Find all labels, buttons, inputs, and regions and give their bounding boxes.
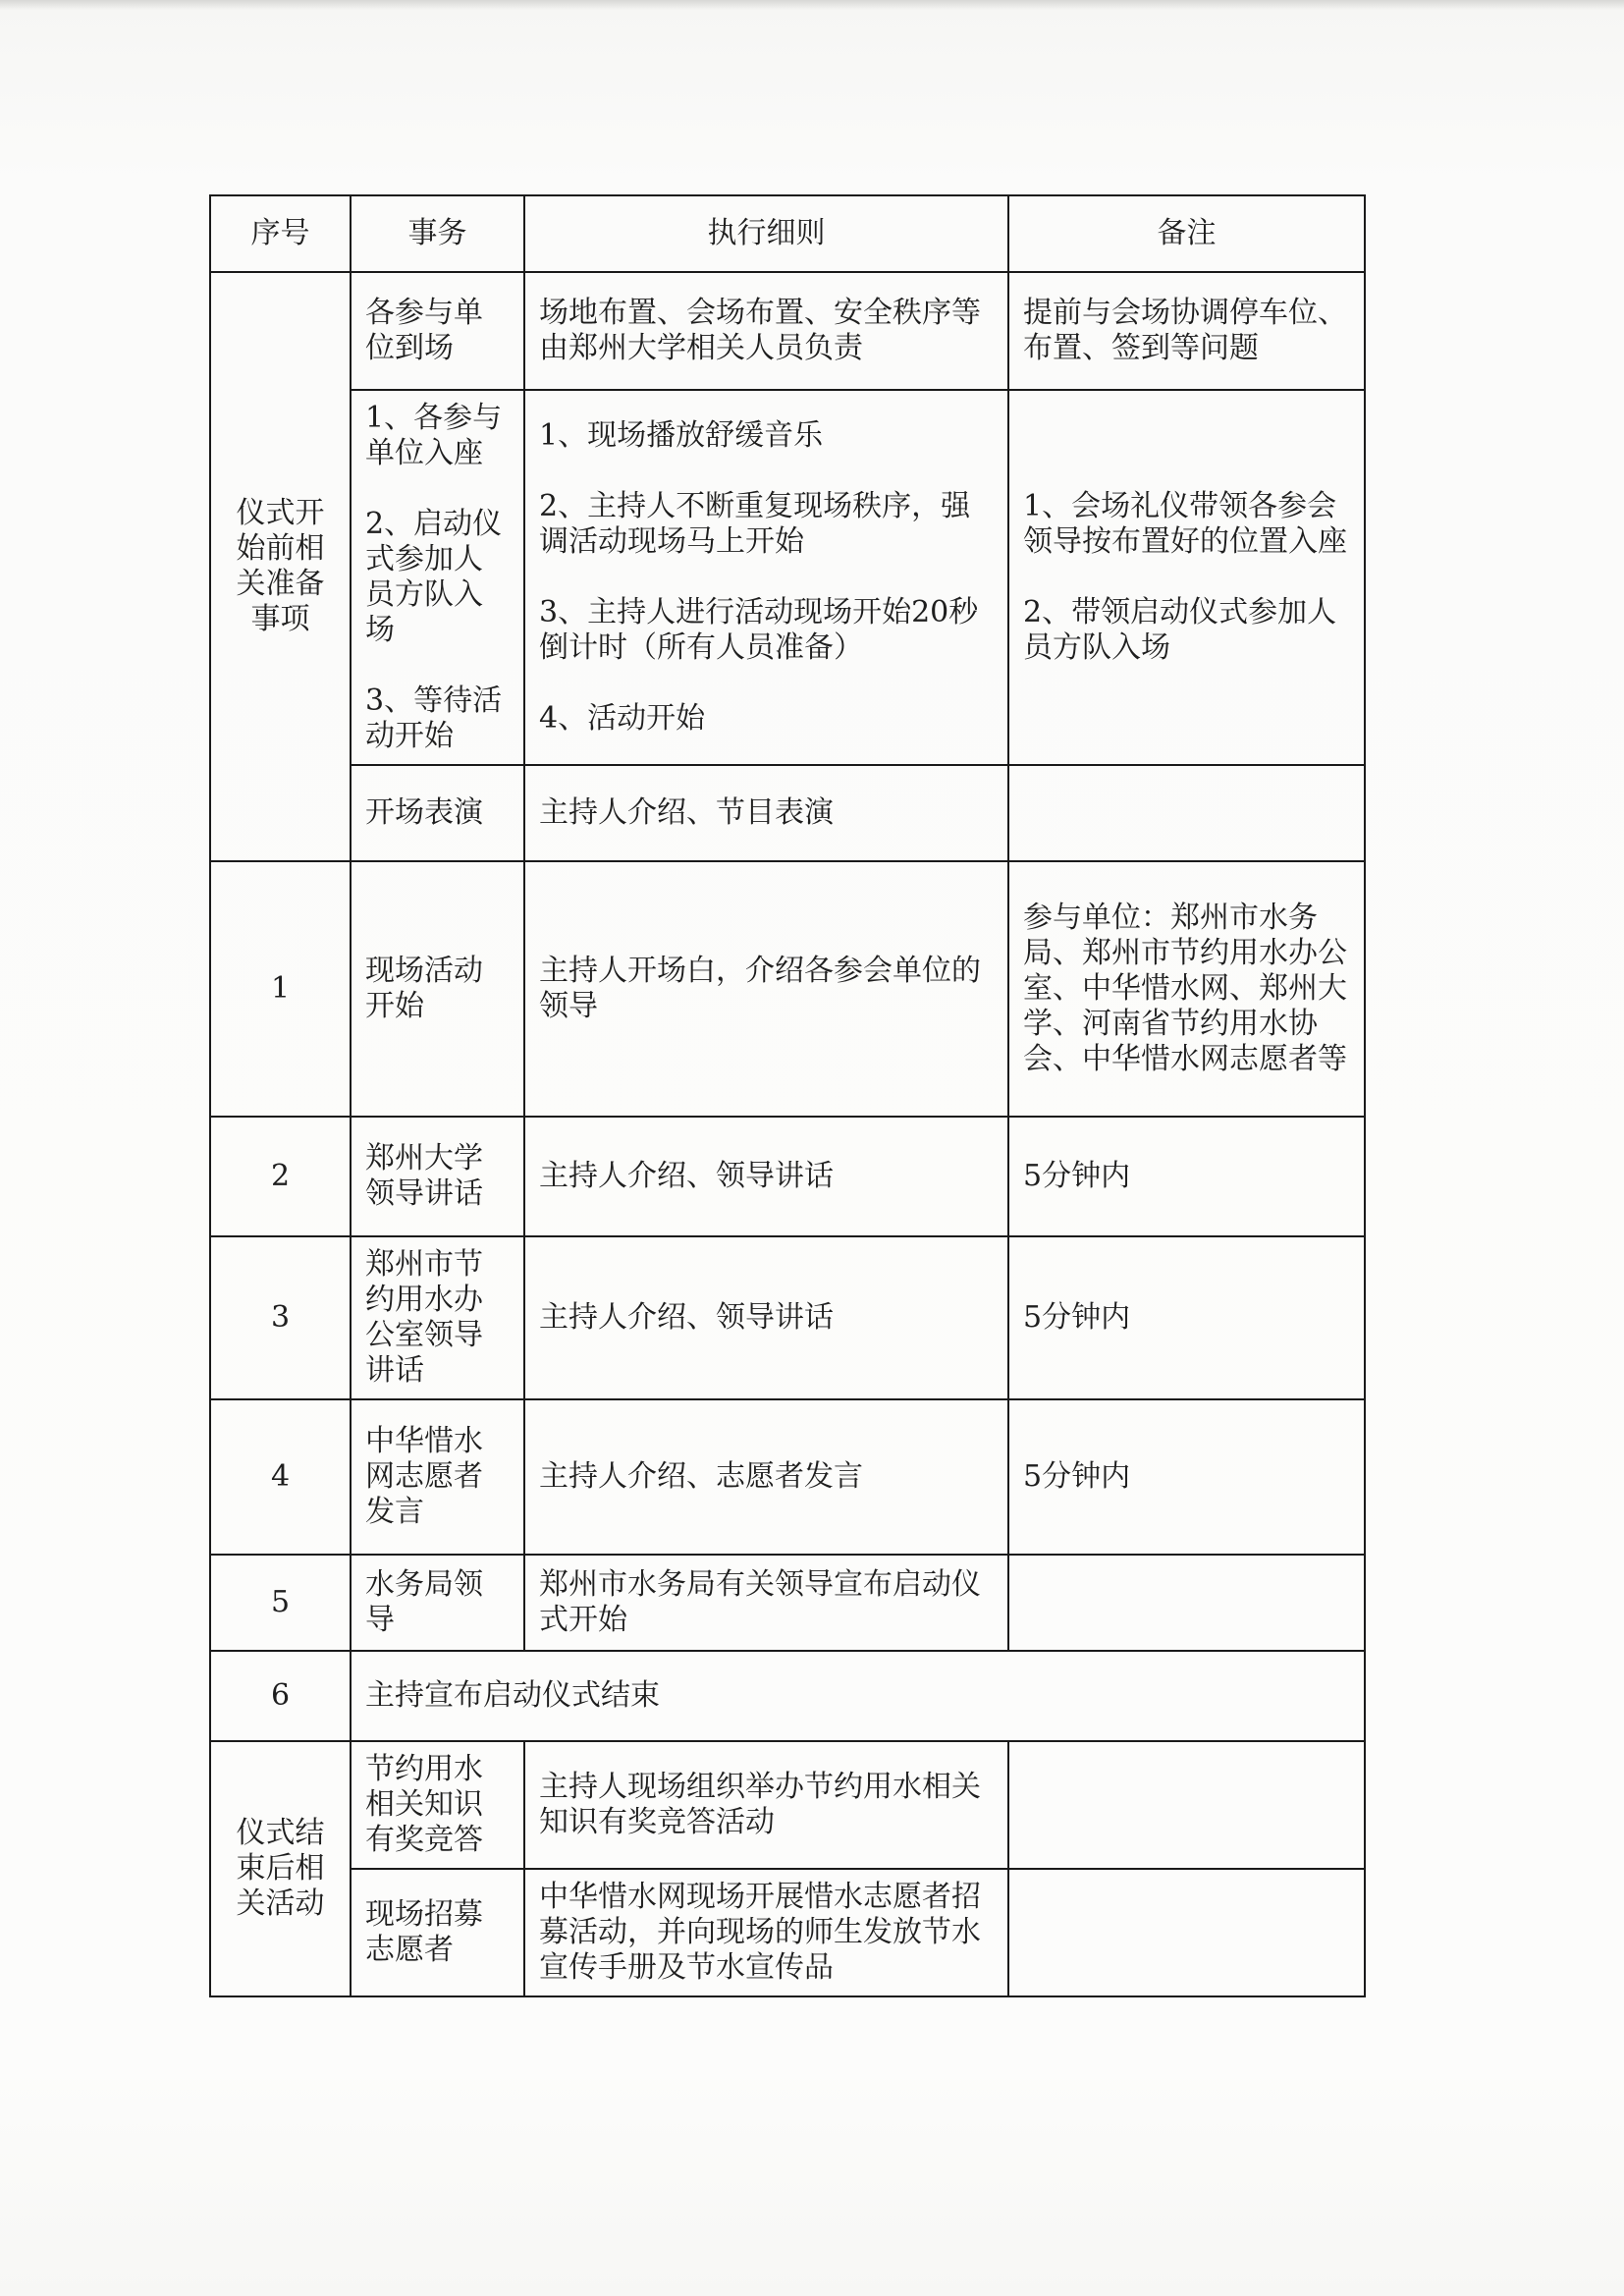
- task-cell: 现场招募志愿者: [351, 1869, 524, 1996]
- table-row: [210, 1741, 1365, 1869]
- detail-cell: 主持人介绍、领导讲话: [524, 1117, 1008, 1236]
- row-number: 4: [210, 1399, 351, 1555]
- table-row: [210, 1555, 1365, 1651]
- task-cell: 现场活动开始: [351, 861, 524, 1117]
- task-cell: 郑州市节约用水办公室领导讲话: [351, 1236, 524, 1399]
- task-cell: 中华惜水网志愿者发言: [351, 1399, 524, 1555]
- detail-line: 1、现场播放舒缓音乐: [539, 418, 824, 453]
- table-row: [210, 1651, 1365, 1741]
- note-cell: 5分钟内: [1008, 1236, 1365, 1399]
- task-line: 3、等待活动开始: [365, 683, 503, 753]
- detail-cell: 中华惜水网现场开展惜水志愿者招募活动，并向现场的师生发放节水宣传手册及节水宣传品: [524, 1869, 1008, 1996]
- table-row: [210, 1236, 1365, 1399]
- detail-line: 4、活动开始: [539, 701, 706, 736]
- header-task: 事务: [351, 195, 524, 272]
- scan-edge-shadow: [0, 0, 1624, 10]
- task-cell: 节约用水相关知识有奖竞答: [351, 1741, 524, 1869]
- detail-cell: 主持人现场组织举办节约用水相关知识有奖竞答活动: [524, 1741, 1008, 1869]
- detail-line: 2、主持人不断重复现场秩序，强调活动现场马上开始: [539, 489, 971, 559]
- pre-section-label: 仪式开始前相关准备事项: [210, 272, 351, 861]
- note-line: 1、会场礼仪带领各参会领导按布置好的位置入座: [1023, 489, 1347, 559]
- row-number: 1: [210, 861, 351, 1117]
- task-line: 2、启动仪式参加人员方队入场: [365, 507, 503, 647]
- activity-schedule-table: [209, 194, 1366, 1997]
- note-cell: 5分钟内: [1008, 1117, 1365, 1236]
- closing-text: 主持宣布启动仪式结束: [351, 1651, 1365, 1741]
- note-cell: 参与单位：郑州市水务局、郑州市节约用水办公室、中华惜水网、郑州大学、河南省节约用水协会、中华惜水网志愿者等: [1008, 861, 1365, 1117]
- task-line: 1、各参与单位入座: [365, 401, 503, 470]
- header-no: 序号: [210, 195, 351, 272]
- note-cell: 提前与会场协调停车位、布置、签到等问题: [1008, 272, 1365, 390]
- task-cell-multi: [351, 390, 524, 765]
- table-row: [210, 1117, 1365, 1236]
- note-cell: [1008, 1555, 1365, 1651]
- note-line: 2、带领启动仪式参加人员方队入场: [1023, 595, 1337, 665]
- note-cell: [1008, 1869, 1365, 1996]
- header-detail: 执行细则: [524, 195, 1008, 272]
- table-row: [210, 1399, 1365, 1555]
- table-row: [210, 1869, 1365, 1996]
- row-number: 2: [210, 1117, 351, 1236]
- row-number: 6: [210, 1651, 351, 1741]
- detail-line: 3、主持人进行活动现场开始20秒倒计时（所有人员准备）: [539, 595, 979, 665]
- row-number: 3: [210, 1236, 351, 1399]
- detail-cell: 郑州市水务局有关领导宣布启动仪式开始: [524, 1555, 1008, 1651]
- table-row: [210, 272, 1365, 390]
- note-cell: 5分钟内: [1008, 1399, 1365, 1555]
- note-cell: [1008, 765, 1365, 861]
- detail-cell-multi: [524, 390, 1008, 765]
- detail-cell: 主持人介绍、节目表演: [524, 765, 1008, 861]
- post-section-label: 仪式结束后相关活动: [210, 1741, 351, 1996]
- task-cell: 各参与单位到场: [351, 272, 524, 390]
- note-cell-multi: [1008, 390, 1365, 765]
- task-cell: 水务局领导: [351, 1555, 524, 1651]
- table-header-row: [210, 195, 1365, 272]
- detail-cell: 主持人开场白，介绍各参会单位的领导: [524, 861, 1008, 1117]
- row-number: 5: [210, 1555, 351, 1651]
- detail-cell: 主持人介绍、领导讲话: [524, 1236, 1008, 1399]
- note-cell: [1008, 1741, 1365, 1869]
- table-row: [210, 765, 1365, 861]
- table-row: [210, 390, 1365, 765]
- detail-cell: 主持人介绍、志愿者发言: [524, 1399, 1008, 1555]
- task-cell: 开场表演: [351, 765, 524, 861]
- detail-cell: 场地布置、会场布置、安全秩序等由郑州大学相关人员负责: [524, 272, 1008, 390]
- header-note: 备注: [1008, 195, 1365, 272]
- task-cell: 郑州大学领导讲话: [351, 1117, 524, 1236]
- table-row: [210, 861, 1365, 1117]
